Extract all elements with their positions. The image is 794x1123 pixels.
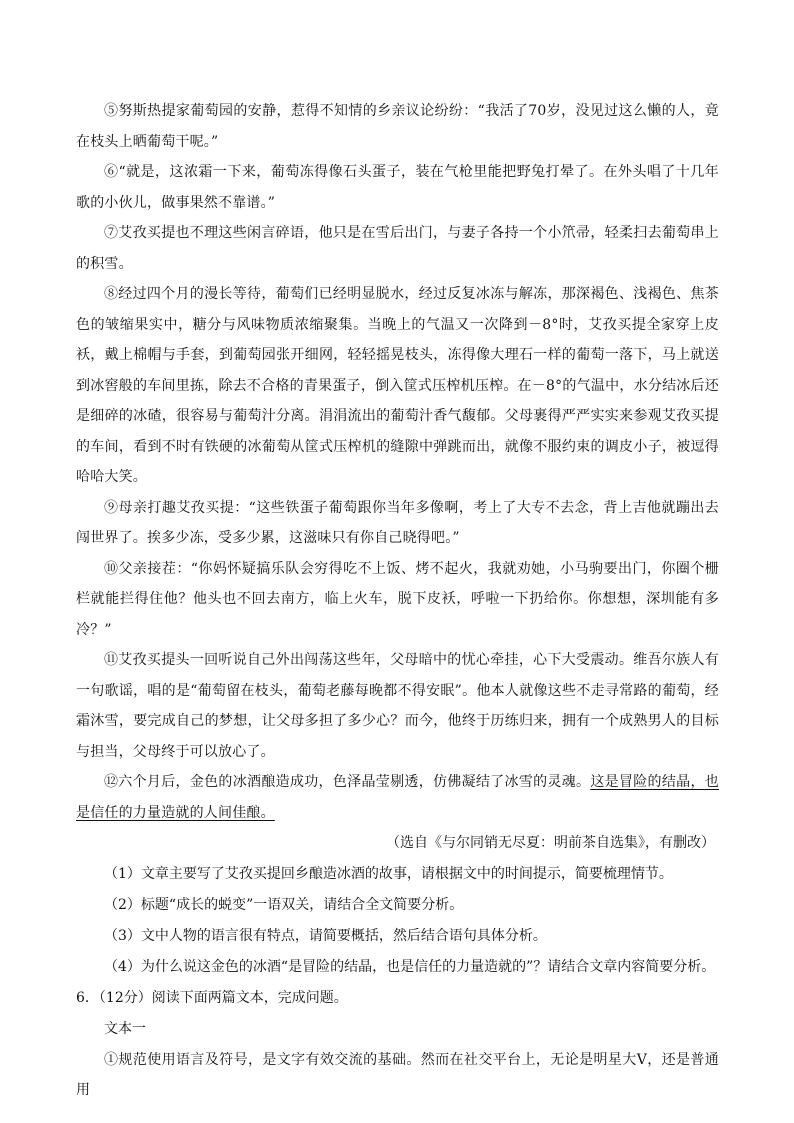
paragraph-10: ⑩父亲接茬：“你妈怀疑搞乐队会穷得吃不上饭、烤不起火，我就劝她，小马驹要出门，你圈个栅栏就能拦得住他？他头也不回去南方，临上火车，脱下皮袄，呼啦一下扔给你。你想想，深圳能有多冷？” <box>76 560 719 638</box>
paragraph-12 <box>76 767 719 828</box>
paragraph-8: ⑧经过四个月的漫长等待，葡萄们已经明显脱水，经过反复冰冻与解冻，那深褐色、浅褐色、焦茶色的皱缩果实中，糖分与风味物质浓缩聚集。当晚上的气温又一次降到－8°时，艾孜买提全家穿上皮袄，戴上棉帽与手套，到葡萄园张开细网，轻轻摇晃枝头，冻得像大理石一样的葡萄一落下，马上就送到冰窖般的车间里拣，除去不合格的青果蛋子，倒入筐式压榨机压榨。在－8°的气温中，水分结冰后还是细碎的冰碴，很容易与葡萄汁分离。涓涓流出的葡萄汁香气馥郁。父母裹得严严实实来参观艾孜买提的车间，看到不时有铁硬的冰葡萄从筐式压榨机的缝隙中弹跳而出，就像不服约束的调皮小子，被逗得哈哈大笑。 <box>76 286 719 485</box>
paragraph-9: ⑨母亲打趣艾孜买提：“这些铁蛋子葡萄跟你当年多像啊，考上了大专不去念，背上吉他就蹦出去闯世界了。挨多少冻，受多少累，这滋味只有你自己晓得吧。” <box>76 499 719 546</box>
paragraph-12-text: ⑫六个月后，金色的冰酒酿造成功，色泽晶莹剔透，仿佛凝结了冰雪的灵魂。 <box>104 774 591 790</box>
paragraph-11: ⑪艾孜买提头一回听说自己外出闯荡这些年，父母暗中的忧心牵挂，心下大受震动。维吾尔族人有一句歌谣，唱的是“葡萄留在枝头，葡萄老藤每晚都不得安眠”。他本人就像这些不走寻常路的葡萄，经霜沐雪，要完成自己的梦想，让父母多担了多少心？而今，他终于历练归来，拥有一个成熟男人的目标与担当，父母终于可以放心了。 <box>76 652 719 760</box>
text-one-label: 文本一 <box>104 1020 146 1037</box>
paragraph-5: ⑤努斯热提家葡萄园的安静，惹得不知情的乡亲议论纷纷：“我活了70岁，没见过这么懒的人，竟在枝头上晒葡萄干呢。” <box>76 103 719 150</box>
question-3: （3）文中人物的语言很有特点，请简要概括，然后结合语句具体分析。 <box>104 927 547 944</box>
paragraph-6: ⑥“就是，这浓霜一下来，葡萄冻得像石头蛋子，装在气枪里能把野兔打晕了。在外头唱了十几年歌的小伙儿，做事果然不靠谱。” <box>76 164 719 211</box>
source-citation: （选自《与尔同销无尽夏：明前茶自选集》，有删改） <box>386 835 715 851</box>
paragraph-7: ⑦艾孜买提也不理这些闲言碎语，他只是在雪后出门，与妻子各持一个小笊帚，轻柔扫去葡萄串上的积雪。 <box>76 225 719 272</box>
question-2: （2）标题“成长的蜕变”一语双关，请结合全文简要分析。 <box>104 896 464 913</box>
text-one-paragraph-1: ①规范使用语言及符号，是文字有效交流的基础。然而在社交平台上，无论是明星大V，还是普通用 <box>76 1051 719 1098</box>
question-1: （1）文章主要写了艾孜买提回乡酿造冰酒的故事，请根据文中的时间提示，简要梳理情节。 <box>104 865 673 882</box>
underlined-sentence: 这是冒险的结晶，也是信任的力量造就的人间佳酿。 <box>76 774 719 821</box>
question-6-header: 6．（12分）阅读下面两篇文本，完成问题。 <box>76 989 348 1006</box>
document-content <box>76 96 719 1106</box>
question-4: （4）为什么说这金色的冰酒“是冒险的结晶，也是信任的力量造就的”？请结合文章内容简要分析。 <box>104 958 716 975</box>
